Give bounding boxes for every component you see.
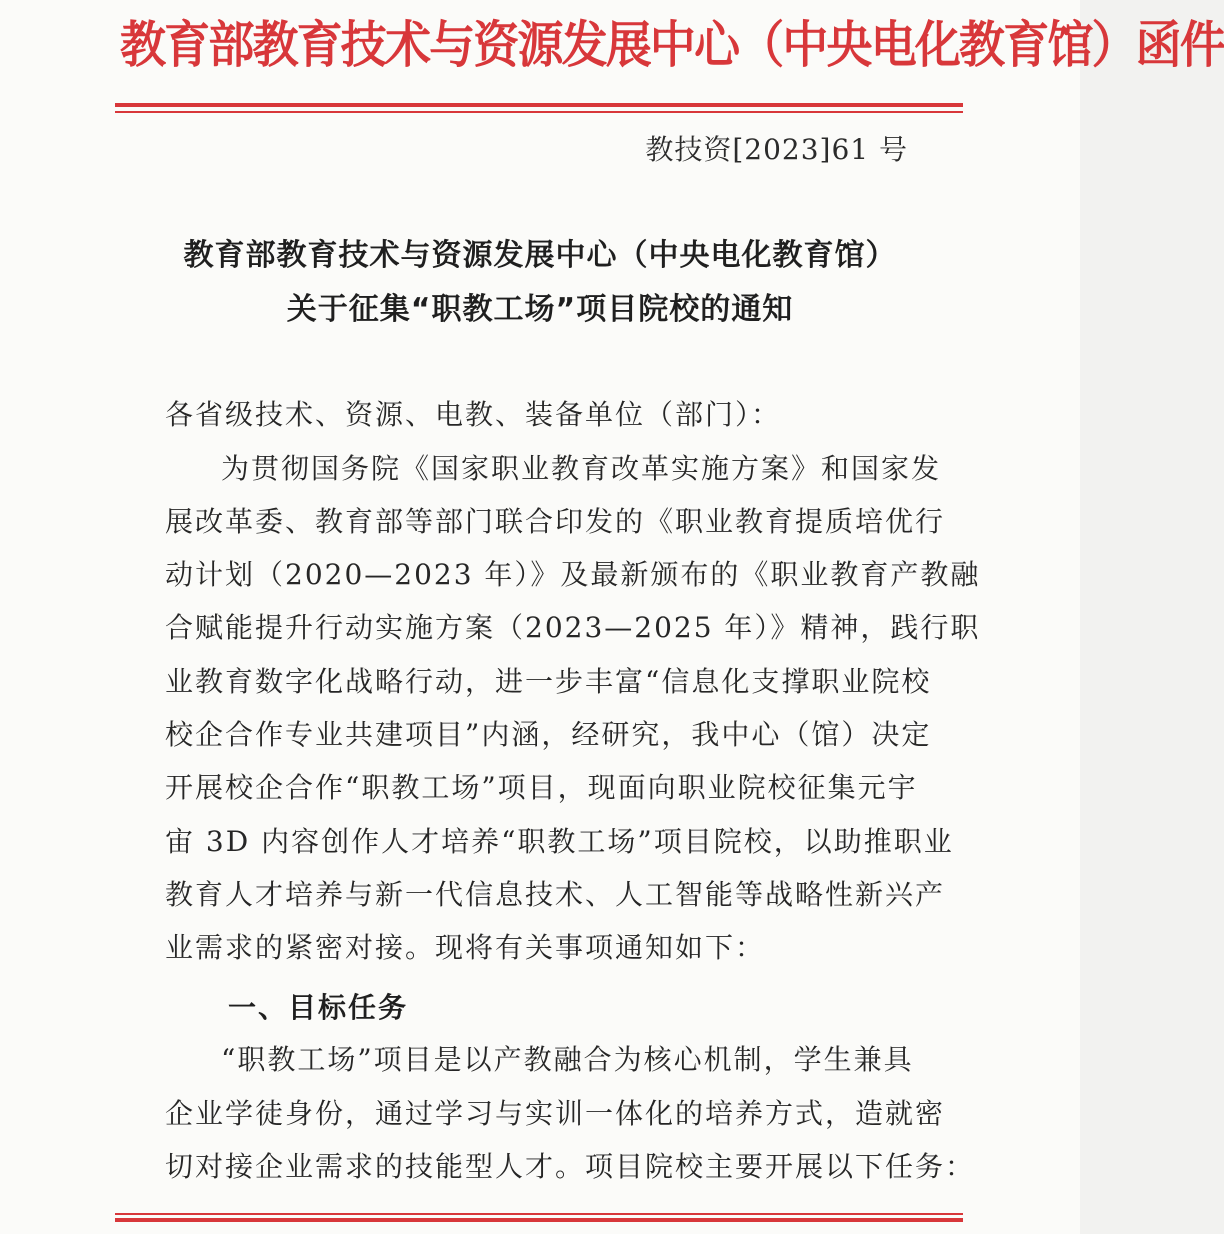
para1-line: 业需求的紧密对接。现将有关事项通知如下： <box>165 931 766 964</box>
para1-line: 校企合作专业共建项目”内涵，经研究，我中心（馆）决定 <box>165 718 932 751</box>
para1-line: 展改革委、教育部等部门联合印发的《职业教育提质培优行 <box>165 505 946 538</box>
notice-title-line-1: 教育部教育技术与资源发展中心（中央电化教育馆） <box>183 238 897 273</box>
para1-line: 教育人才培养与新一代信息技术、人工智能等战略性新兴产 <box>165 878 946 911</box>
letterhead-rule-thick <box>115 103 963 107</box>
footer-rule-thin <box>115 1213 963 1215</box>
para1-line: 为贯彻国务院《国家职业教育改革实施方案》和国家发 <box>221 452 942 485</box>
para2-line: 企业学徒身份，通过学习与实训一体化的培养方式，造就密 <box>165 1097 946 1130</box>
para1-line: 合赋能提升行动实施方案（2023—2025 年）》精神，践行职 <box>165 611 981 644</box>
letterhead-rule-thin <box>115 111 963 113</box>
para1-line: 宙 3D 内容创作人才培养“职教工场”项目院校，以助推职业 <box>165 825 954 858</box>
para2-line: 切对接企业需求的技能型人才。项目院校主要开展以下任务： <box>165 1150 976 1183</box>
para2-line: “职教工场”项目是以产教融合为核心机制，学生兼具 <box>221 1043 914 1076</box>
section-heading-goals: 一、目标任务 <box>228 991 409 1024</box>
para1-line: 开展校企合作“职教工场”项目，现面向职业院校征集元宇 <box>165 771 918 804</box>
letterhead-title: 教育部教育技术与资源发展中心（中央电化教育馆）函件 <box>120 15 1224 74</box>
document-number: 教技资[2023]61 号 <box>645 133 908 166</box>
para1-line: 动计划（2020—2023 年）》及最新颁布的《职业教育产教融 <box>165 558 981 591</box>
footer-rule-thick <box>115 1218 963 1222</box>
salutation: 各省级技术、资源、电教、装备单位（部门）： <box>165 398 782 431</box>
para1-line: 业教育数字化战略行动，进一步丰富“信息化支撑职业院校 <box>165 665 932 698</box>
notice-title-line-2: 关于征集“职教工场”项目院校的通知 <box>286 292 794 327</box>
